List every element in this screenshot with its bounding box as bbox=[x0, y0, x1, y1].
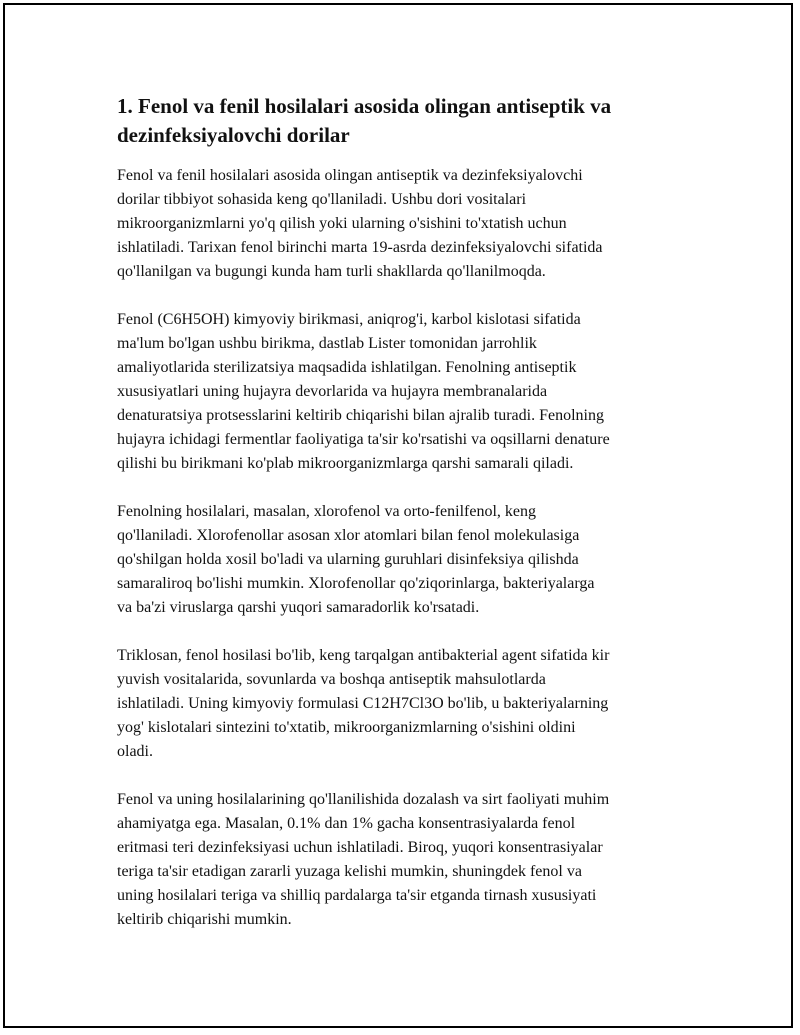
document-title: 1. Fenol va fenil hosilalari asosida olingan antiseptik va dezinfeksiyalovchi dorilar bbox=[117, 94, 612, 147]
paragraph-triclosan: Triklosan, fenol hosilasi bo'lib, keng tarqalgan antibakterial agent sifatida kir yuvish vositalarida, sovunlarda va boshqa antiseptik mahsulotlarda ishlatiladi. Uning kimyoviy formulasi C12H7Cl3O bo'lib, u bakteriyalarning yog' kislotalari sintezini to'xtatib, mikroorganizmlarning o'sishini oldini oladi. bbox=[117, 647, 610, 760]
paragraph-intro: Fenol va fenil hosilalari asosida olingan antiseptik va dezinfeksiyalovchi dorilar tibbiyot sohasida keng qo'llaniladi. Ushbu dori vositalari mikroorganizmlarni yo'q qilish yoki ularning o'sishini to'xtatish uchun ishlatiladi. Tarixan fenol birinchi marta 19-asrda dezinfeksiyalovchi sifatida qo'llanilgan va bugungi kunda ham turli shakllarda qo'llanilmoqda. bbox=[117, 167, 603, 280]
document-body bbox=[117, 92, 697, 956]
paragraph-dosage: Fenol va uning hosilalarining qo'llanilishida dozalash va sirt faoliyati muhim ahamiyatga ega. Masalan, 0.1% dan 1% gacha konsentrasiyalarda fenol eritmasi teri dezinfeksiyasi uchun ishlatiladi. Biroq, yuqori konsentrasiyalar teriga ta'sir etadigan zararli yuzaga kelishi mumkin, shuningdek fenol va uning hosilalari teriga va shilliq pardalarga ta'sir etganda tirnash xususiyati keltirib chiqarishi mumkin. bbox=[117, 791, 610, 928]
paragraph-derivatives: Fenolning hosilalari, masalan, xlorofenol va orto-fenilfenol, keng qo'llaniladi. Xlorofenollar asosan xlor atomlari bilan fenol molekulasiga qo'shilgan holda xosil bo'ladi va ularning guruhlari disinfeksiya qilishda samaraliroq bo'lishi mumkin. Xlorofenollar qo'ziqorinlarga, bakteriyalarga va ba'zi viruslarga qarshi yuqori samaradorlik ko'rsatadi. bbox=[117, 503, 595, 616]
paragraph-phenol: Fenol (C6H5OH) kimyoviy birikmasi, aniqrog'i, karbol kislotasi sifatida ma'lum bo'lgan ushbu birikma, dastlab Lister tomonidan jarrohlik amaliyotlarida sterilizatsiya maqsadida ishlatilgan. Fenolning antiseptik xususiyatlari uning hujayra devorlarida va hujayra membranalarida denaturatsiya protsesslarini keltirib chiqarishi bilan ajralib turadi. Fenolning hujayra ichidagi fermentlar faoliyatiga ta'sir ko'rsatishi va oqsillarni denature qilishi bu birikmani ko'plab mikroorganizmlarga qarshi samarali qiladi. bbox=[117, 311, 610, 472]
